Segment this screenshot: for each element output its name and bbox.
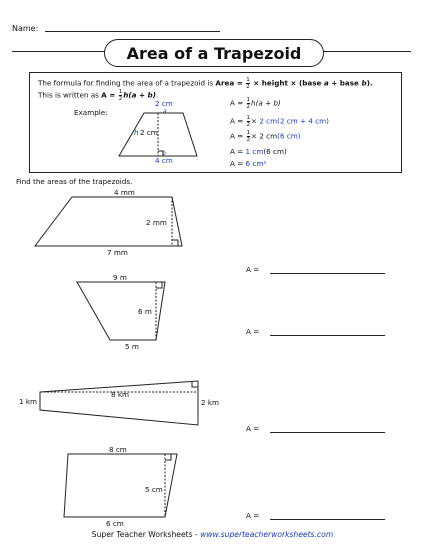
problem-1-height: 2 mm <box>146 218 167 227</box>
step-1: A = $\frac{1}{2}$ h(a + b) <box>230 97 281 110</box>
formula-fraction-2: $\frac{1}{2}$ <box>118 89 123 102</box>
problem-4-answer-label: A = <box>246 511 260 520</box>
example-height-var: h <box>134 128 139 137</box>
example-trapezoid <box>119 113 197 156</box>
step-5: A = 6 cm² <box>230 159 267 168</box>
formula-line1-start: The formula for finding the area of a trapezoid is <box>38 78 214 88</box>
problem-3-answer-field[interactable] <box>270 432 385 433</box>
formula-line-1: The formula for finding the area of a trapezoid is Area = $\frac{1}{2}$ × height × (base a + base b). <box>38 77 373 90</box>
problem-3-right: 2 km <box>201 398 220 407</box>
page-title: Area of a Trapezoid <box>104 39 324 67</box>
problem-1-answer-label: A = <box>246 265 260 274</box>
problem-4-answer-field[interactable] <box>270 519 385 520</box>
example-label: Example: <box>74 108 108 117</box>
problem-1-bottom: 7 mm <box>107 248 128 257</box>
problem-3-left: 1 km <box>19 397 38 406</box>
step-2: A = $\frac{1}{2}$ × 2 cm(2 cm + 4 cm) <box>230 115 329 128</box>
formula-line-2: This is written as A = $\frac{1}{2}$ h(a + b). <box>38 89 159 102</box>
footer-link[interactable]: www.superteacherworksheets.com <box>200 530 334 539</box>
problem-2-height: 6 m <box>138 307 152 316</box>
problem-4-bottom: 6 cm <box>106 519 124 528</box>
formula-area-label: Area = <box>215 78 246 88</box>
step-3: A = $\frac{1}{2}$ × 2 cm(6 cm) <box>230 130 301 143</box>
problem-3-slant: 8 km <box>111 390 130 399</box>
example-height-length: 2 cm <box>140 128 158 137</box>
problem-2-top: 9 m <box>113 273 127 282</box>
example-top-length: 2 cm <box>155 99 173 108</box>
problem-1-answer-field[interactable] <box>270 273 385 274</box>
example-bottom-var: b <box>162 150 166 157</box>
problem-2-bottom: 5 m <box>125 342 139 351</box>
step-4: A = 1 cm(6 cm) <box>230 147 287 156</box>
problem-2-answer-field[interactable] <box>270 335 385 336</box>
example-bottom-length: 4 cm <box>155 156 173 165</box>
problem-2-answer-label: A = <box>246 327 260 336</box>
problem-4-top: 8 cm <box>109 445 127 454</box>
problem-3-answer-label: A = <box>246 424 260 433</box>
name-label: Name: <box>12 24 39 33</box>
footer-text: Super Teacher Worksheets - <box>91 530 201 539</box>
instructions: Find the areas of the trapezoids. <box>16 177 133 186</box>
formula-fraction: $\frac{1}{2}$ <box>246 77 250 90</box>
example-top-var: a <box>163 108 167 115</box>
problem-1-top: 4 mm <box>114 188 135 197</box>
problem-4-height: 5 cm <box>145 485 163 494</box>
footer <box>0 530 425 539</box>
problem-3-trapezoid <box>40 381 198 425</box>
